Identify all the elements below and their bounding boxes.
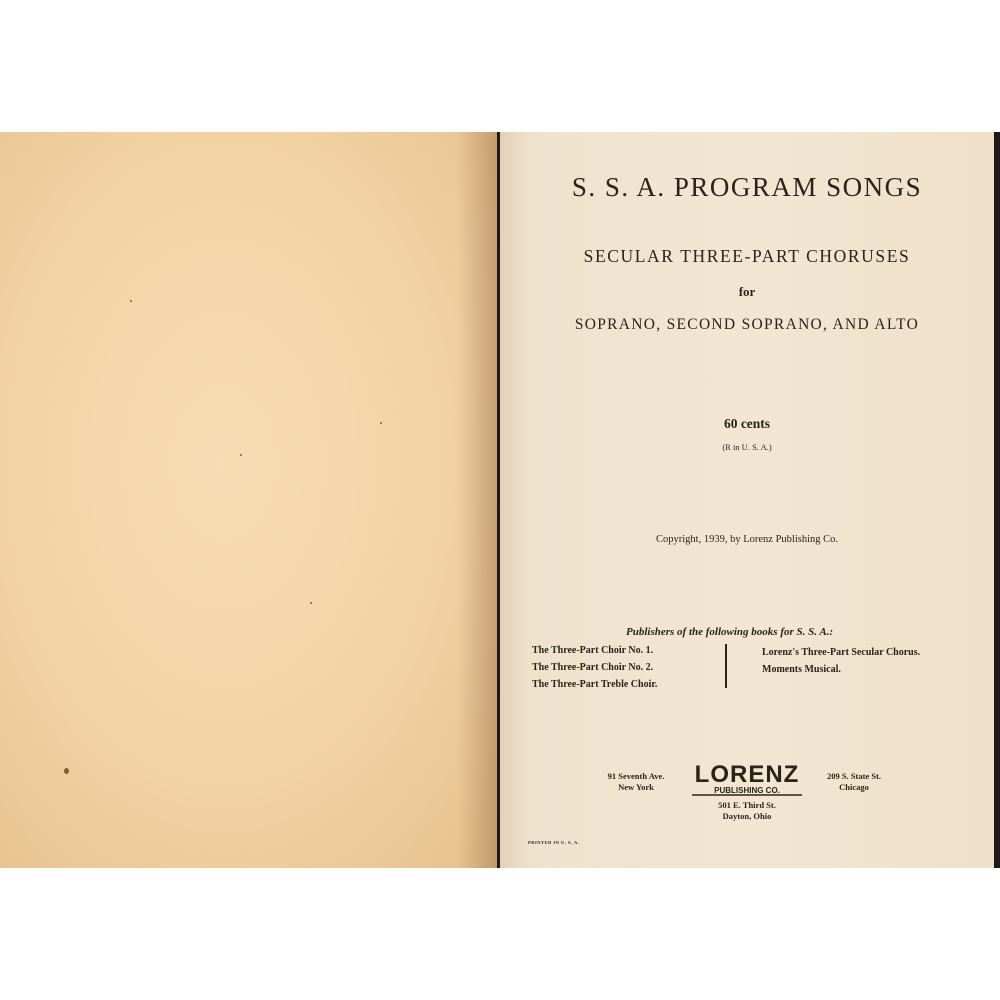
- book-title: S. S. A. PROGRAM SONGS: [571, 172, 923, 202]
- book-list-item: The Three-Part Treble Choir.: [532, 679, 658, 690]
- paper-speck: [64, 768, 69, 774]
- address-line: 501 E. Third St.: [718, 800, 776, 810]
- lorenz-logo: [684, 760, 810, 798]
- voices-line: SOPRANO, SECOND SOPRANO, AND ALTO: [574, 316, 920, 333]
- address-line: Chicago: [839, 782, 869, 792]
- list-divider: [725, 644, 727, 688]
- books-list-left: [532, 642, 657, 693]
- address-new-york: [598, 771, 674, 793]
- publishers-heading: Publishers of the following books for S. S. A.:: [626, 626, 834, 638]
- book-list-item: The Three-Part Choir No. 1.: [532, 645, 654, 656]
- open-book: [0, 132, 1000, 868]
- paper-speck: [130, 300, 132, 302]
- book-list-item: Lorenz's Three-Part Secular Chorus.: [762, 647, 921, 658]
- paper-speck: [380, 422, 382, 424]
- address-dayton: [687, 800, 807, 822]
- title-page: [500, 132, 994, 868]
- paper-speck: [310, 602, 312, 604]
- books-list-right: [762, 644, 920, 678]
- book-subtitle: SECULAR THREE-PART CHORUSES: [583, 246, 911, 266]
- for-label: for: [738, 284, 756, 299]
- price-note: (R in U. S. A.): [722, 442, 772, 452]
- address-line: Dayton, Ohio: [722, 811, 772, 821]
- logo-sub: PUBLISHING CO.: [714, 786, 780, 795]
- address-line: 209 S. State St.: [826, 771, 882, 781]
- address-chicago: [816, 771, 892, 793]
- left-page-blank: [0, 132, 497, 868]
- copyright-notice: Copyright, 1939, by Lorenz Publishing Co.: [656, 534, 838, 545]
- price: 60 cents: [723, 416, 771, 431]
- logo-name: LORENZ: [694, 761, 800, 788]
- book-list-item: The Three-Part Choir No. 2.: [532, 662, 654, 673]
- address-line: 91 Seventh Ave.: [607, 771, 665, 781]
- printed-in-usa: PRINTED IN U. S. A.: [528, 840, 580, 845]
- paper-speck: [240, 454, 242, 456]
- book-list-item: Moments Musical.: [762, 664, 841, 675]
- address-line: New York: [618, 782, 654, 792]
